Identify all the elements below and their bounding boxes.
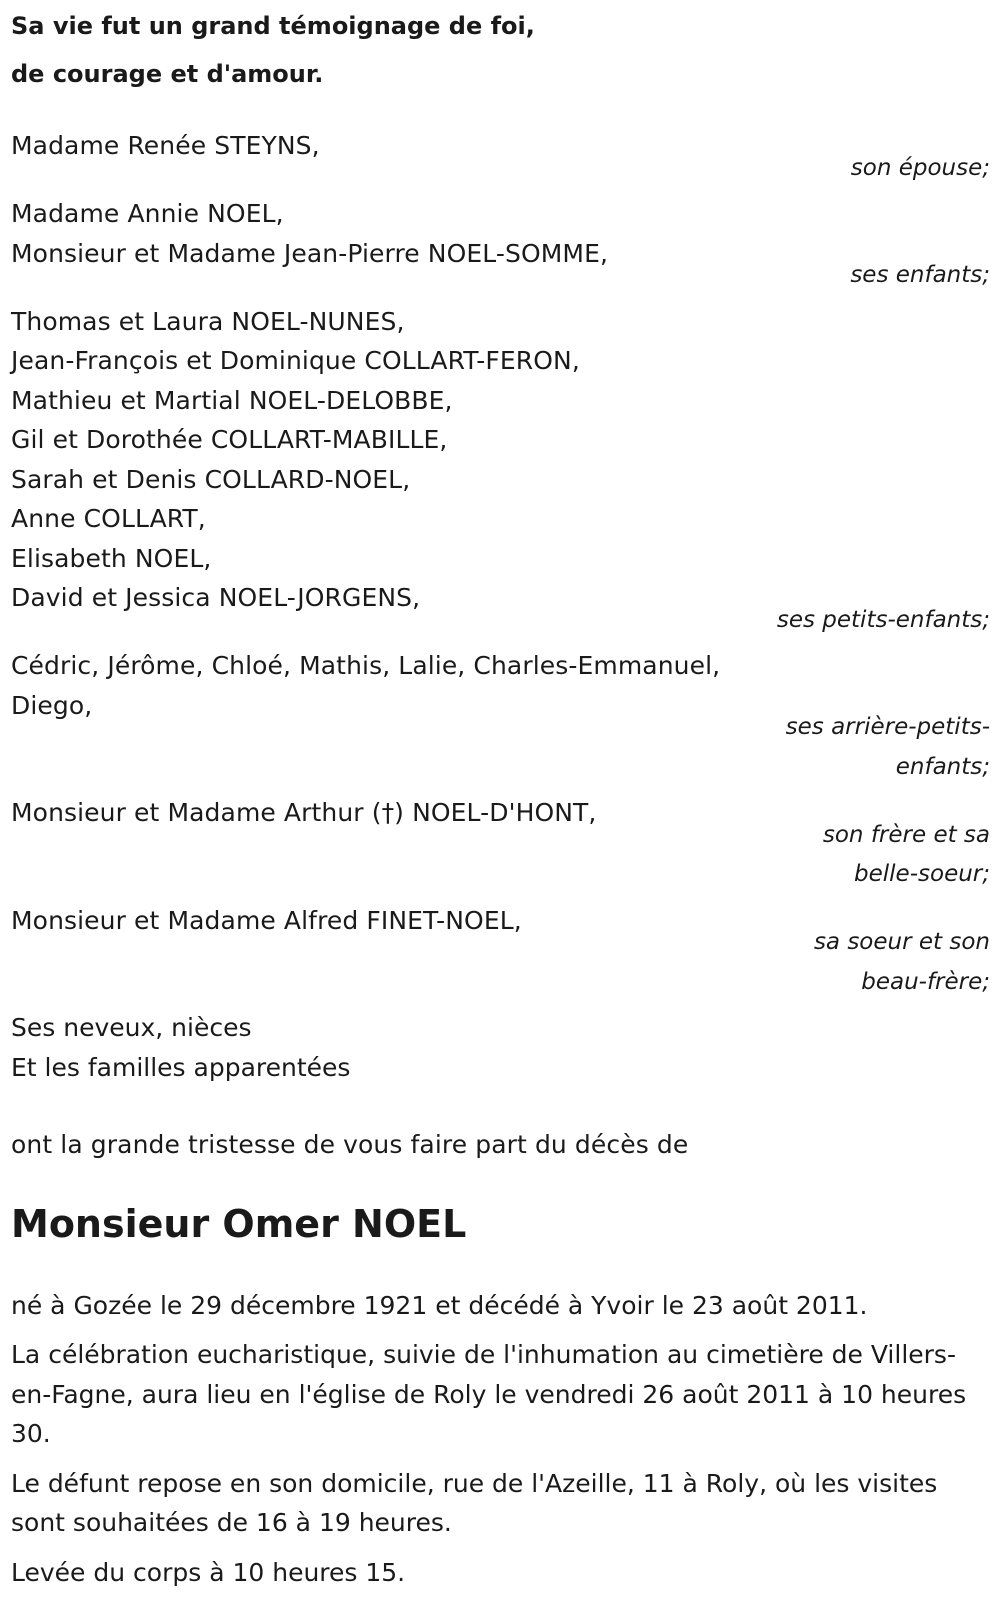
family-group-grandchildren (11, 302, 990, 641)
family-name-line: David et Jessica NOEL-JORGENS, (11, 583, 421, 612)
family-group-brother (11, 793, 990, 895)
visitation-text: Le défunt repose en son domicile, rue de l'Azeille, 11 à Roly, où les visites sont souhaitées de 16 à 19 heures. (11, 1468, 938, 1537)
family-name-line: Monsieur et Madame Arthur (†) NOEL-D'HONT, (11, 798, 597, 827)
relation-label (11, 708, 990, 787)
verse-line-1: Sa vie fut un grand témoignage de foi, (11, 12, 535, 40)
family-name-line: Mathieu et Martial NOEL-DELOBBE, (11, 385, 453, 415)
spacer (11, 1087, 990, 1125)
deceased-name: Monsieur Omer NOEL (11, 1201, 467, 1246)
relatives-block (11, 1008, 990, 1087)
family-group-spouse (11, 126, 990, 188)
relation-line: sa soeur et son (813, 929, 990, 955)
opening-verse (11, 0, 990, 98)
announcement-text: ont la grande tristesse de vous faire part du décès de (11, 1130, 689, 1159)
spacer (11, 98, 990, 126)
relation-line: beau-frère; (861, 968, 990, 995)
family-name-line: Gil et Dorothée COLLART-MABILLE, (11, 425, 448, 454)
family-group-children (11, 194, 990, 296)
relation-line: ses petits-enfants; (776, 606, 990, 633)
family-group-great-grandchildren (11, 646, 990, 787)
family-name-line: Madame Renée STEYNS, (11, 131, 320, 160)
relation-line: enfants; (895, 753, 990, 780)
family-name-line: Anne COLLART, (11, 504, 206, 533)
family-name-line: Diego, (11, 690, 93, 720)
family-name-line: Monsieur et Madame Jean-Pierre NOEL-SOMME, (11, 238, 609, 268)
birth-death-text: né à Gozée le 29 décembre 1921 et décédé à Yvoir le 23 août 2011. (11, 1290, 868, 1320)
family-name-line: Thomas et Laura NOEL-NUNES, (11, 306, 405, 336)
relation-line: ses arrière-petits- (785, 714, 990, 740)
family-name-line: Madame Annie NOEL, (11, 199, 284, 228)
relatives-line: Et les familles apparentées (11, 1052, 351, 1082)
ceremony-text: La célébration eucharistique, suivie de l'inhumation au cimetière de Villers-en-Fagne, aura lieu en l'église de Roly le vendredi 26 août 2011 à 10 heures 30. (11, 1340, 967, 1448)
verse-line-2: de courage et d'amour. (11, 60, 324, 88)
relation-line: belle-soeur; (854, 861, 990, 887)
family-group-sister (11, 901, 990, 1003)
family-name-line: Elisabeth NOEL, (11, 543, 212, 573)
relation-line: ses enfants; (850, 262, 990, 288)
relation-line: son épouse; (850, 154, 990, 181)
relation-line: son frère et sa (822, 821, 990, 848)
family-name-line: Sarah et Denis COLLARD-NOEL, (11, 464, 411, 494)
family-name-line: Jean-François et Dominique COLLART-FERON, (11, 346, 580, 375)
relatives-line: Ses neveux, nièces (11, 1013, 252, 1042)
departure-text: Levée du corps à 10 heures 15. (11, 1557, 406, 1587)
family-name-line: Monsieur et Madame Alfred FINET-NOEL, (11, 905, 522, 935)
family-name-line: Cédric, Jérôme, Chloé, Mathis, Lalie, Charles-Emmanuel, (11, 651, 721, 680)
